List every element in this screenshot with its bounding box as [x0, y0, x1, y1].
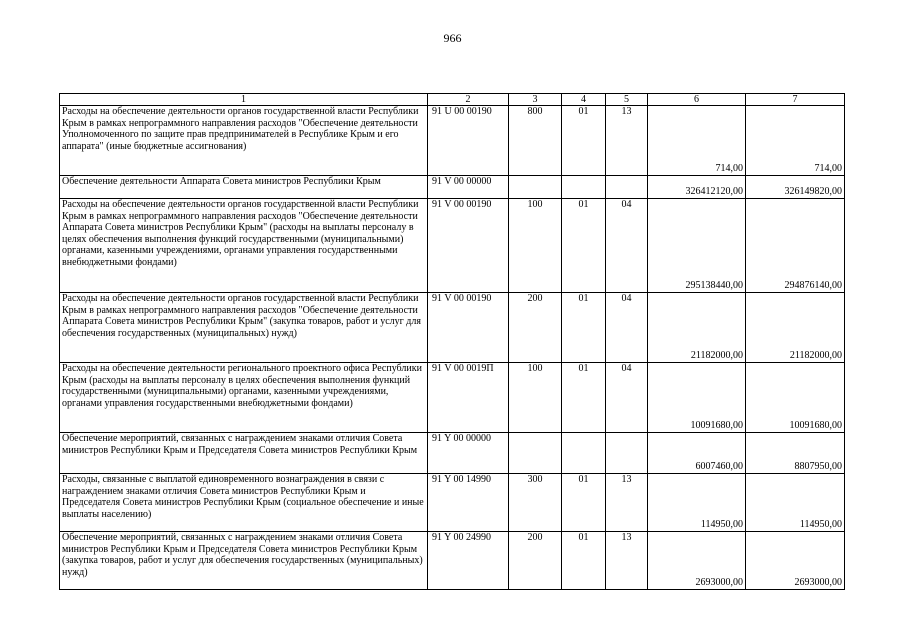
table-row	[60, 474, 845, 532]
row-sum-year1-cell: 114950,00	[648, 474, 746, 532]
row-code-cell: 91 V 00 0019П	[428, 363, 509, 433]
column-header-6: 6	[648, 94, 746, 106]
row-code-cell: 91 V 00 00000	[428, 176, 509, 199]
row-section-cell	[562, 433, 606, 474]
row-expense-type-cell	[509, 433, 562, 474]
row-subsection-cell: 13	[606, 474, 648, 532]
table-row	[60, 199, 845, 293]
table-row	[60, 433, 845, 474]
row-subsection-cell	[606, 176, 648, 199]
row-code-cell: 91 V 00 00190	[428, 293, 509, 363]
row-section-cell: 01	[562, 293, 606, 363]
row-code-cell: 91 Y 00 00000	[428, 433, 509, 474]
page-number: 966	[443, 31, 462, 45]
column-header-3: 3	[509, 94, 562, 106]
row-sum-year2-cell: 114950,00	[746, 474, 845, 532]
row-name-cell: Расходы на обеспечение деятельности органов государственной власти Республики Крым в рамках непрограммного направления расходов "Обеспечение деятельности Аппарата Совета министров Республики Крым" (закупка товаров, работ и услуг для обеспечения государственных (муниципальных) нужд)	[60, 293, 428, 363]
row-name-cell: Расходы на обеспечение деятельности органов государственной власти Республики Крым в рамках непрограммного направления расходов "Обеспечение деятельности Уполномоченного по защите прав предпринимателей в Республике Крым и его аппарата" (иные бюджетные ассигнования)	[60, 106, 428, 176]
row-code-cell: 91 Y 00 14990	[428, 474, 509, 532]
row-sum-year2-cell: 2693000,00	[746, 532, 845, 590]
table-row	[60, 363, 845, 433]
row-sum-year1-cell: 6007460,00	[648, 433, 746, 474]
row-subsection-cell: 13	[606, 106, 648, 176]
row-expense-type-cell	[509, 176, 562, 199]
row-name-cell: Обеспечение мероприятий, связанных с награждением знаками отличия Совета министров Республики Крым и Председателя Совета министров Республики Крым	[60, 433, 428, 474]
row-sum-year2-cell: 21182000,00	[746, 293, 845, 363]
column-header-4: 4	[562, 94, 606, 106]
row-sum-year1-cell: 714,00	[648, 106, 746, 176]
column-header-1: 1	[60, 94, 428, 106]
row-code-cell: 91 U 00 00190	[428, 106, 509, 176]
row-expense-type-cell: 100	[509, 199, 562, 293]
row-sum-year1-cell: 10091680,00	[648, 363, 746, 433]
row-subsection-cell: 04	[606, 199, 648, 293]
table-row	[60, 293, 845, 363]
header-row	[60, 94, 845, 106]
row-section-cell: 01	[562, 199, 606, 293]
row-name-cell: Обеспечение деятельности Аппарата Совета министров Республики Крым	[60, 176, 428, 199]
row-sum-year1-cell: 21182000,00	[648, 293, 746, 363]
row-name-cell: Расходы, связанные с выплатой единовременного вознаграждения в связи с награждением знаками отличия Совета министров Республики Крым и Председателя Совета министров Республики Крым (социальное обеспечение и иные выплаты населению)	[60, 474, 428, 532]
row-sum-year1-cell: 295138440,00	[648, 199, 746, 293]
column-header-5: 5	[606, 94, 648, 106]
table-row	[60, 106, 845, 176]
row-sum-year2-cell: 714,00	[746, 106, 845, 176]
budget-table	[59, 93, 845, 590]
row-section-cell: 01	[562, 363, 606, 433]
row-expense-type-cell: 200	[509, 293, 562, 363]
row-section-cell: 01	[562, 532, 606, 590]
column-header-7: 7	[746, 94, 845, 106]
row-sum-year1-cell: 2693000,00	[648, 532, 746, 590]
row-expense-type-cell: 800	[509, 106, 562, 176]
row-sum-year2-cell: 8807950,00	[746, 433, 845, 474]
row-subsection-cell: 13	[606, 532, 648, 590]
table-row	[60, 176, 845, 199]
row-sum-year2-cell: 10091680,00	[746, 363, 845, 433]
row-expense-type-cell: 200	[509, 532, 562, 590]
row-subsection-cell: 04	[606, 363, 648, 433]
row-section-cell: 01	[562, 474, 606, 532]
row-sum-year2-cell: 326149820,00	[746, 176, 845, 199]
row-name-cell: Расходы на обеспечение деятельности регионального проектного офиса Республики Крым (расходы на выплаты персоналу в целях обеспечения выполнения функций государственными (муниципальными) органами, казенными учреждениями, органами управления государственными внебюджетными фондами)	[60, 363, 428, 433]
row-section-cell: 01	[562, 106, 606, 176]
row-code-cell: 91 V 00 00190	[428, 199, 509, 293]
row-sum-year2-cell: 294876140,00	[746, 199, 845, 293]
row-subsection-cell	[606, 433, 648, 474]
row-expense-type-cell: 100	[509, 363, 562, 433]
column-header-2: 2	[428, 94, 509, 106]
row-section-cell	[562, 176, 606, 199]
row-expense-type-cell: 300	[509, 474, 562, 532]
table-row	[60, 532, 845, 590]
row-name-cell: Обеспечение мероприятий, связанных с награждением знаками отличия Совета министров Республики Крым и Председателя Совета министров Республики Крым (закупка товаров, работ и услуг для обеспечения государственных (муниципальных) нужд)	[60, 532, 428, 590]
row-code-cell: 91 Y 00 24990	[428, 532, 509, 590]
row-subsection-cell: 04	[606, 293, 648, 363]
row-sum-year1-cell: 326412120,00	[648, 176, 746, 199]
row-name-cell: Расходы на обеспечение деятельности органов государственной власти Республики Крым в рамках непрограммного направления расходов "Обеспечение деятельности Аппарата Совета министров Республики Крым" (расходы на выплаты персоналу в целях обеспечения выполнения функций государственными (муниципальными) органами, казенными учреждениями, органами управления государственными внебюджетными фондами)	[60, 199, 428, 293]
